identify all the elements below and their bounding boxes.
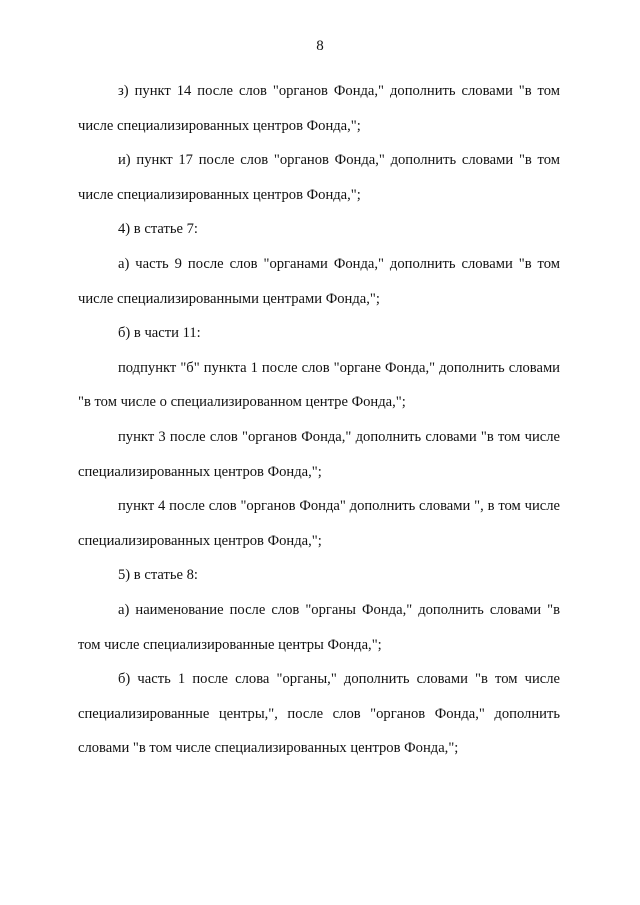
- paragraph-article-8-b: б) часть 1 после слова "органы," дополнить словами "в том числе специализированные центры,", после слов "органов Фонда," дополнить словами "в том числе специализированных центров Фонда,";: [78, 671, 560, 757]
- paragraph-article-8: 5) в статье 8:: [118, 567, 198, 584]
- paragraph-point-4: пункт 4 после слов "органов Фонда" дополнить словами ", в том числе специализированных центров Фонда,";: [78, 498, 560, 549]
- paragraph-i: и) пункт 17 после слов "органов Фонда," дополнить словами "в том числе специализированных центров Фонда,";: [78, 152, 560, 203]
- paragraph-article-7-a: а) часть 9 после слов "органами Фонда," дополнить словами "в том числе специализированными центрами Фонда,";: [78, 255, 560, 307]
- paragraph-article-8-a: а) наименование после слов "органы Фонда," дополнить словами "в том числе специализированные центры Фонда,";: [78, 601, 560, 653]
- paragraph-point-3: пункт 3 после слов "органов Фонда," дополнить словами "в том числе специализированных центров Фонда,";: [78, 428, 560, 480]
- paragraph-z: з) пункт 14 после слов "органов Фонда," дополнить словами "в том числе специализированных центров Фонда,";: [78, 83, 560, 134]
- page-number: 8: [316, 38, 324, 54]
- document-body: [78, 74, 560, 766]
- paragraph-subpoint-b: подпункт "б" пункта 1 после слов "органе Фонда," дополнить словами "в том числе о специализированном центре Фонда,";: [78, 359, 560, 411]
- paragraph-article-7: 4) в статье 7:: [118, 221, 198, 238]
- paragraph-article-7-b: б) в части 11:: [118, 325, 201, 342]
